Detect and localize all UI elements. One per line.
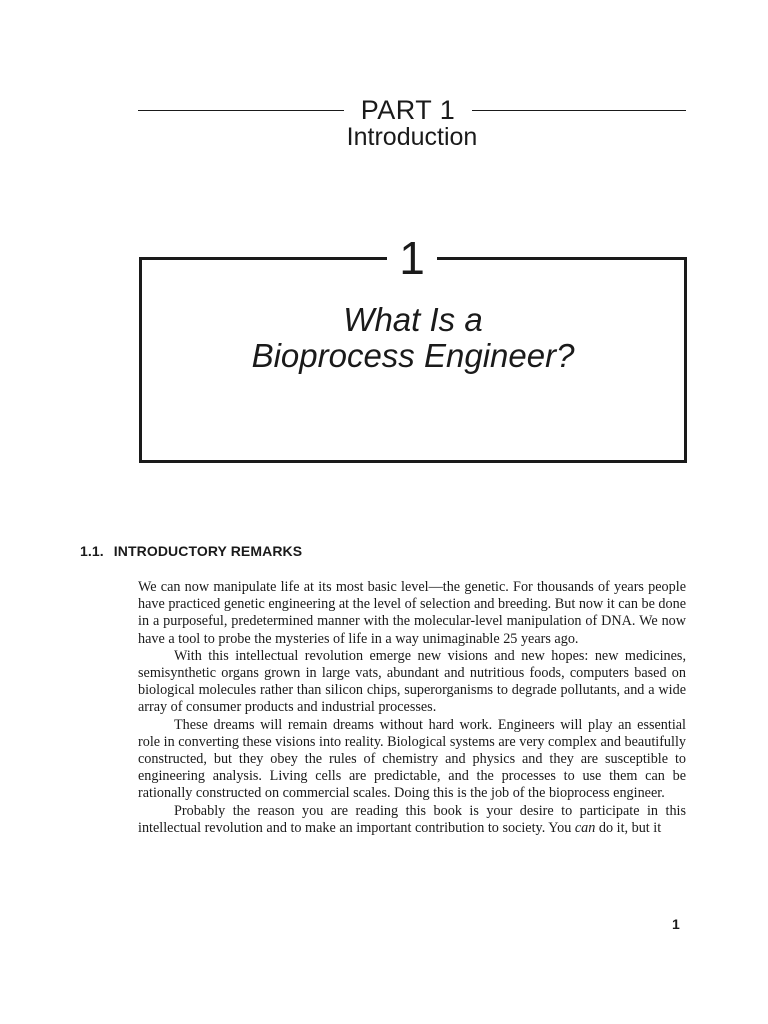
section-number: 1.1. xyxy=(80,543,104,559)
chapter-title-line-1: What Is a xyxy=(343,301,483,338)
part-label: PART 1 xyxy=(360,95,456,125)
section-title: INTRODUCTORY REMARKS xyxy=(113,543,303,559)
section-heading xyxy=(80,542,302,560)
paragraph-4-text-before: Probably the reason you are reading this book is your desire to participate in this intellectual revolution and to make an important contribution to society. You xyxy=(138,802,686,836)
paragraph-4-emphasis: can xyxy=(574,819,596,836)
body-text xyxy=(138,579,686,837)
chapter-title xyxy=(142,302,684,374)
part-title: Introduction xyxy=(346,123,478,151)
part-rule-right xyxy=(472,110,686,111)
part-header xyxy=(138,94,686,154)
paragraph-1: We can now manipulate life at its most basic level—the genetic. For thousands of years people have practiced genetic engineering at the level of selection and breeding. But now it can be done in a purposeful, predetermined manner with the molecular-level manipulation of DNA. We now have a tool to probe the mysteries of life in a way unimaginable 25 years ago. xyxy=(138,579,686,647)
paragraph-3: These dreams will remain dreams without hard work. Engineers will play an essential role in converting these visions into reality. Biological systems are very complex and beautifully constructed, but they obey the rules of chemistry and physics and they are susceptible to engineering analysis. Living cells are predictable, and the processes to use them can be rationally constructed on commercial scales. Doing this is the job of the bioprocess engineer. xyxy=(138,716,686,802)
part-rule-left xyxy=(138,110,344,111)
paragraph-4-text-after: do it, but it xyxy=(595,819,662,836)
paragraph-4 xyxy=(138,803,686,837)
page-number: 1 xyxy=(672,916,680,932)
paragraph-2: With this intellectual revolution emerge new visions and new hopes: new medicines, semisynthetic organs grown in large vats, abundant and nutritious foods, computers based on biological molecules rather than silicon chips, superorganisms to degrade pollutants, and a wide array of consumer products and industrial processes. xyxy=(138,647,686,716)
chapter-title-box xyxy=(139,232,687,463)
chapter-title-line-2: Bioprocess Engineer? xyxy=(251,337,575,374)
chapter-number: 1 xyxy=(387,230,437,286)
